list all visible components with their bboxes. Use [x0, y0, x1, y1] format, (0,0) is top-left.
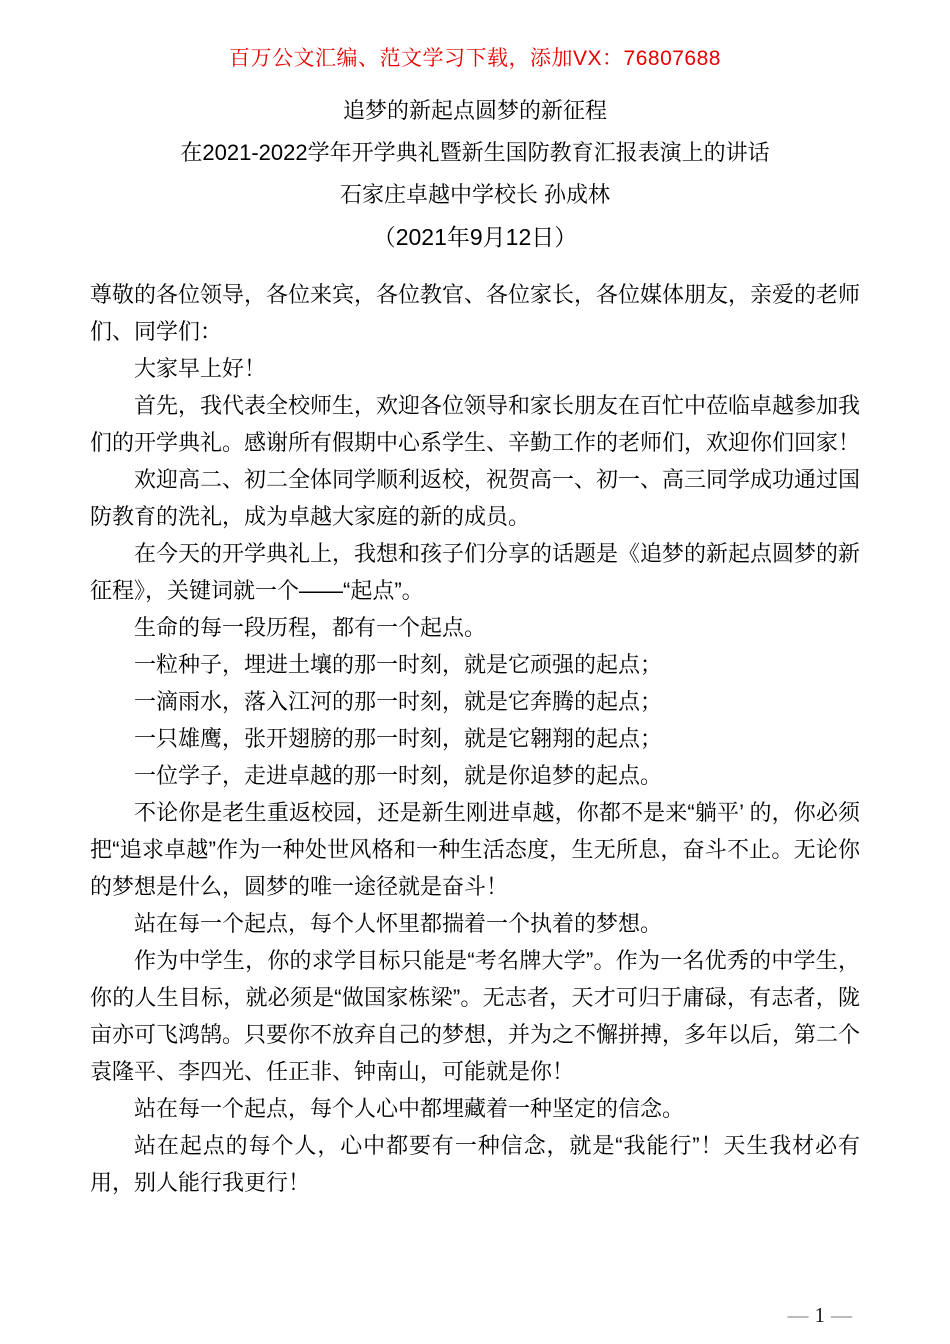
date-line: （2021年9月12日） — [372, 224, 578, 250]
paragraph: 站在每一个起点，每个人怀里都揣着一个执着的梦想。 — [134, 911, 663, 936]
paragraph: 首先，我代表全校师生，欢迎各位领导和家长朋友在百忙中莅临卓越参加我们的开学典礼。感谢所有假期中心系学生、辛勤工作的老师们，欢迎你们回家！ — [90, 393, 861, 455]
paragraph: 一只雄鹰，张开翅膀的那一时刻，就是它翱翔的起点； — [134, 726, 663, 751]
page-number-dash-left: — — [787, 1303, 809, 1327]
paragraph: 一位学子，走进卓越的那一时刻，就是你追梦的起点。 — [134, 763, 663, 788]
author-line: 石家庄卓越中学校长 孙成林 — [339, 182, 611, 207]
paragraph: 生命的每一段历程，都有一个起点。 — [134, 615, 487, 640]
page-number-value: 1 — [814, 1303, 825, 1327]
paragraph: 作为中学生，你的求学目标只能是“考名牌大学”。作为一名优秀的中学生，你的人生目标，就必须是“做国家栋梁”。无志者，天才可归于庸碌，有志者，陇亩亦可飞鸿鹄。只要你不放弃自己的梦想，并为之不懈拼搏，多年以后，第二个袁隆平、李四光、任正非、钟南山，可能就是你！ — [90, 948, 861, 1084]
paragraph: 欢迎高二、初二全体同学顺利返校，祝贺高一、初一、高三同学成功通过国防教育的洗礼，成为卓越大家庭的新的成员。 — [90, 467, 861, 529]
page-number — [782, 1303, 859, 1328]
watermark-ad-text: 百万公文汇编、范文学习下载，添加VX：76807688 — [229, 47, 721, 70]
paragraph: 在今天的开学典礼上，我想和孩子们分享的话题是《追梦的新起点圆梦的新征程》，关键词就一个——“起点”。 — [90, 541, 861, 603]
paragraph: 不论你是老生重返校园，还是新生刚进卓越，你都不是来“躺平’ 的，你必须把“追求卓越”作为一种处世风格和一种生活态度，生无所息，奋斗不止。无论你的梦想是什么，圆梦的唯一途径就是奋斗！ — [90, 800, 860, 899]
paragraph: 大家早上好！ — [134, 356, 267, 381]
page-number-dash-right: — — [831, 1303, 852, 1327]
paragraph: 一粒种子，埋进土壤的那一时刻，就是它顽强的起点； — [134, 652, 663, 677]
paragraph: 站在每一个起点，每个人心中都埋藏着一种坚定的信念。 — [134, 1096, 685, 1121]
document-subtitle: 在2021-2022学年开学典礼暨新生国防教育汇报表演上的讲话 — [180, 140, 770, 165]
paragraph-salutation: 尊敬的各位领导，各位来宾，各位教官、各位家长，各位媒体朋友，亲爱的老师们、同学们： — [90, 282, 861, 344]
paragraph: 一滴雨水，落入江河的那一时刻，就是它奔腾的起点； — [134, 689, 663, 714]
paragraph: 站在起点的每个人，心中都要有一种信念，就是“我能行”！天生我材必有用，别人能行我更行！ — [90, 1133, 860, 1195]
document-title: 追梦的新起点圆梦的新征程 — [342, 98, 607, 123]
document-body — [90, 276, 860, 1201]
title-block — [0, 90, 950, 258]
